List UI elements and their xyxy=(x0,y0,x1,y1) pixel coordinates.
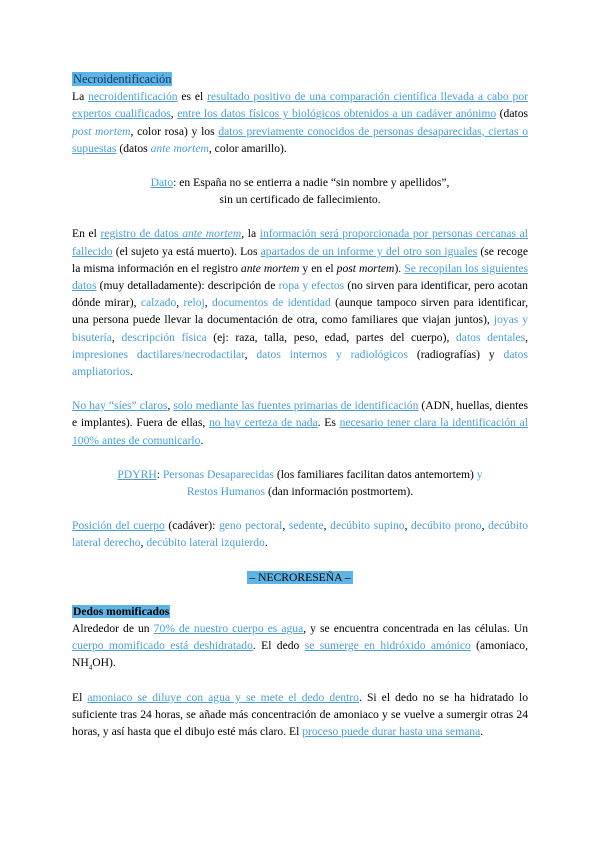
document-content xyxy=(72,71,528,740)
p2-segment-5: (el sujeto ya está muerto). Los xyxy=(112,244,261,258)
p3-segment-6: necesario tener clara la identificación al 100% antes de comunicarlo xyxy=(72,416,528,447)
dato_line1-segment-0: Dato xyxy=(150,176,174,190)
p2-segment-8: ante mortem xyxy=(240,261,300,275)
p1-segment-11: ante mortem xyxy=(150,141,209,155)
p3-segment-3: (ADN, huellas, dientes e implantes). Fuera de ellas, xyxy=(72,399,528,430)
p1-segment-2: es el xyxy=(177,90,208,104)
p1-segment-5: entre los datos físicos y biológicos obtenidos a un cadáver anónimo xyxy=(177,107,497,121)
p5-segment-3: cuerpo momificado está deshidratado xyxy=(72,639,253,653)
p1-segment-4: , xyxy=(170,107,178,121)
pdyrh_line1-segment-4: y xyxy=(476,467,483,481)
p2-segment-27: , xyxy=(525,330,529,344)
p3-segment-1: , xyxy=(167,399,174,413)
paragraph-amoniaco xyxy=(72,689,528,741)
necroresena-heading: – NECRORESEÑA – xyxy=(249,570,351,584)
p1-segment-9: datos previamente conocidos de personas desaparecidas, ciertas o supuestas xyxy=(72,124,528,155)
p2-segment-26: datos dentales xyxy=(456,330,526,344)
p3-segment-4: no hay certeza de nada xyxy=(208,416,318,430)
p4-segment-3: , xyxy=(282,519,289,533)
p4-segment-10: decúbito lateral derecho xyxy=(72,519,529,550)
p2-segment-0: En el xyxy=(72,227,101,241)
p2-segment-16: calzado xyxy=(140,296,177,310)
p1-segment-12: , color amarillo). xyxy=(208,141,287,155)
p3-segment-5: . Es xyxy=(317,416,340,430)
p2-segment-20: documentos de identidad xyxy=(211,296,331,310)
p2-segment-2: ante mortem xyxy=(182,227,242,241)
p2-segment-17: , xyxy=(176,296,184,310)
p3-segment-2: solo mediante las fuentes primarias de identificación xyxy=(173,399,419,413)
p2-segment-12: Se recopilan los siguientes datos xyxy=(72,261,529,293)
pdyrh_line1-segment-2: Personas Desaparecidas xyxy=(162,467,274,481)
p2-segment-11: ). xyxy=(394,261,405,275)
p5-segment-0: Alrededor de un xyxy=(72,622,154,636)
p2-segment-23: , xyxy=(111,330,122,344)
p5-segment-1: 70% de nuestro cuerpo es agua xyxy=(153,622,304,636)
p2-segment-7: (se recoge la misma información en el registro xyxy=(72,244,528,275)
p4-segment-13: . xyxy=(264,536,268,550)
p2-segment-15: (no sirven para identificar, pero acotan dónde mirar), xyxy=(72,279,528,310)
p2-segment-32: datos ampliatorios xyxy=(72,347,528,379)
dato-note-line-2: sin un certificado de fallecimiento. xyxy=(219,193,381,207)
p1-segment-7: post mortem xyxy=(72,124,131,138)
dato_line1-segment-1: : en España no se entierra a nadie “sin nombre y apellidos”, xyxy=(173,176,450,190)
p2-segment-1: registro de datos xyxy=(100,227,183,241)
pdyrh-line-2 xyxy=(72,483,528,500)
p1-segment-8: , color rosa) y los xyxy=(130,124,219,138)
pdyrh_line1-segment-1: : xyxy=(156,467,163,481)
p6-segment-1: amoniaco se diluye con agua y se mete el dedo dentro xyxy=(87,690,359,704)
pdyrh_line1-segment-3: (los familiares facilitan datos antemortem) xyxy=(273,467,477,481)
p2-segment-24: descripción física xyxy=(121,330,207,344)
paragraph-registro xyxy=(72,225,528,380)
p2-segment-31: (radiografías) y xyxy=(407,347,504,361)
p6-segment-3: proceso puede durar hasta una semana xyxy=(302,725,481,739)
p4-segment-9: , xyxy=(481,519,489,533)
p1-segment-10: (datos xyxy=(116,141,151,155)
p4-segment-4: sedente xyxy=(288,519,324,533)
necroresena-heading-wrap xyxy=(72,569,528,586)
subtitle-dedos-momificados: Dedos momificados xyxy=(73,604,170,618)
p2-segment-10: post mortem xyxy=(336,261,395,275)
p4-segment-6: decúbito supino xyxy=(330,519,405,533)
p2-segment-14: ropa y efectos xyxy=(278,279,345,293)
p3-segment-0: No hay “síes” claros xyxy=(72,399,168,413)
paragraph-posicion xyxy=(72,517,528,551)
p2-segment-19: , xyxy=(204,296,212,310)
p5-segment-7: 4 xyxy=(88,663,93,672)
p2-segment-33: . xyxy=(129,365,133,379)
p4-segment-7: , xyxy=(404,519,412,533)
subtitle-wrap xyxy=(72,603,528,620)
p2-segment-22: joyas y bisutería xyxy=(72,313,529,344)
p5-segment-4: . El dedo xyxy=(252,639,305,653)
section-title-wrap xyxy=(72,71,528,88)
p4-segment-11: , xyxy=(140,536,147,550)
pdyrh_line1-segment-0: PDYRH xyxy=(117,467,157,481)
pdyrh_line2-segment-0: Restos Humanos xyxy=(186,485,266,499)
p2-segment-25: (ej: raza, talla, peso, edad, partes del cuerpo), xyxy=(206,330,456,344)
p5-segment-8: OH). xyxy=(92,656,116,670)
pdyrh_line2-segment-1: (dan información postmortem). xyxy=(265,485,414,499)
p1-segment-0: La xyxy=(72,90,89,104)
p3-segment-7: . xyxy=(200,433,204,447)
p6-segment-0: El xyxy=(72,690,88,704)
p5-segment-2: , y se encuentra concentrada en las células. Un xyxy=(303,622,528,636)
paragraph-definition xyxy=(72,88,528,157)
p4-segment-12: decúbito lateral izquierdo xyxy=(146,536,265,550)
p4-segment-1: (cadáver): xyxy=(164,519,219,533)
p2-segment-6: apartados de un informe y del otro son iguales xyxy=(260,244,478,258)
p1-segment-1: necroidentificación xyxy=(88,90,178,104)
p2-segment-29: , xyxy=(244,347,257,361)
p5-segment-5: se sumerge en hidróxido amónico xyxy=(304,639,471,653)
p2-segment-13: (muy detalladamente): descripción de xyxy=(96,279,279,293)
p2-segment-18: reloj xyxy=(183,296,205,310)
p6-segment-4: . xyxy=(480,725,484,739)
p2-segment-9: y en el xyxy=(299,261,337,275)
p1-segment-6: (datos xyxy=(496,107,529,121)
p2-segment-4: información será proporcionada por personas cercanas al fallecido xyxy=(72,227,529,258)
dato-note-line-1 xyxy=(72,174,528,191)
section-title: Necroidentificación xyxy=(73,72,172,86)
p4-segment-0: Posición del cuerpo xyxy=(72,519,165,533)
pdyrh-line-1 xyxy=(72,466,528,483)
p4-segment-2: geno pectoral xyxy=(218,519,283,533)
p6-segment-2: . Si el dedo no se ha hidratado lo suficiente tras 24 horas, se añade más concentración de amoniaco y se vuelve a sumergir otras 24 horas, y así hasta que el dibujo esté más claro. El xyxy=(72,690,529,739)
p2-segment-28: impresiones dactilares/necrodactilar xyxy=(72,347,245,361)
p2-segment-21: (aunque tampoco sirven para identificar, una persona puede llevar la documentación de otra, como familiares que viajan juntos), xyxy=(72,296,529,327)
p4-segment-8: decúbito prono xyxy=(411,519,482,533)
p1-segment-3: resultado positivo de una comparación científica llevada a cabo por expertos cualificados xyxy=(72,90,528,121)
p4-segment-5: , xyxy=(323,519,331,533)
paragraph-certeza xyxy=(72,397,528,449)
p2-segment-30: datos internos y radiológicos xyxy=(256,347,408,361)
p5-segment-6: (amoniaco, NH xyxy=(72,639,528,670)
paragraph-agua xyxy=(72,620,528,672)
p2-segment-3: , la xyxy=(241,227,260,241)
